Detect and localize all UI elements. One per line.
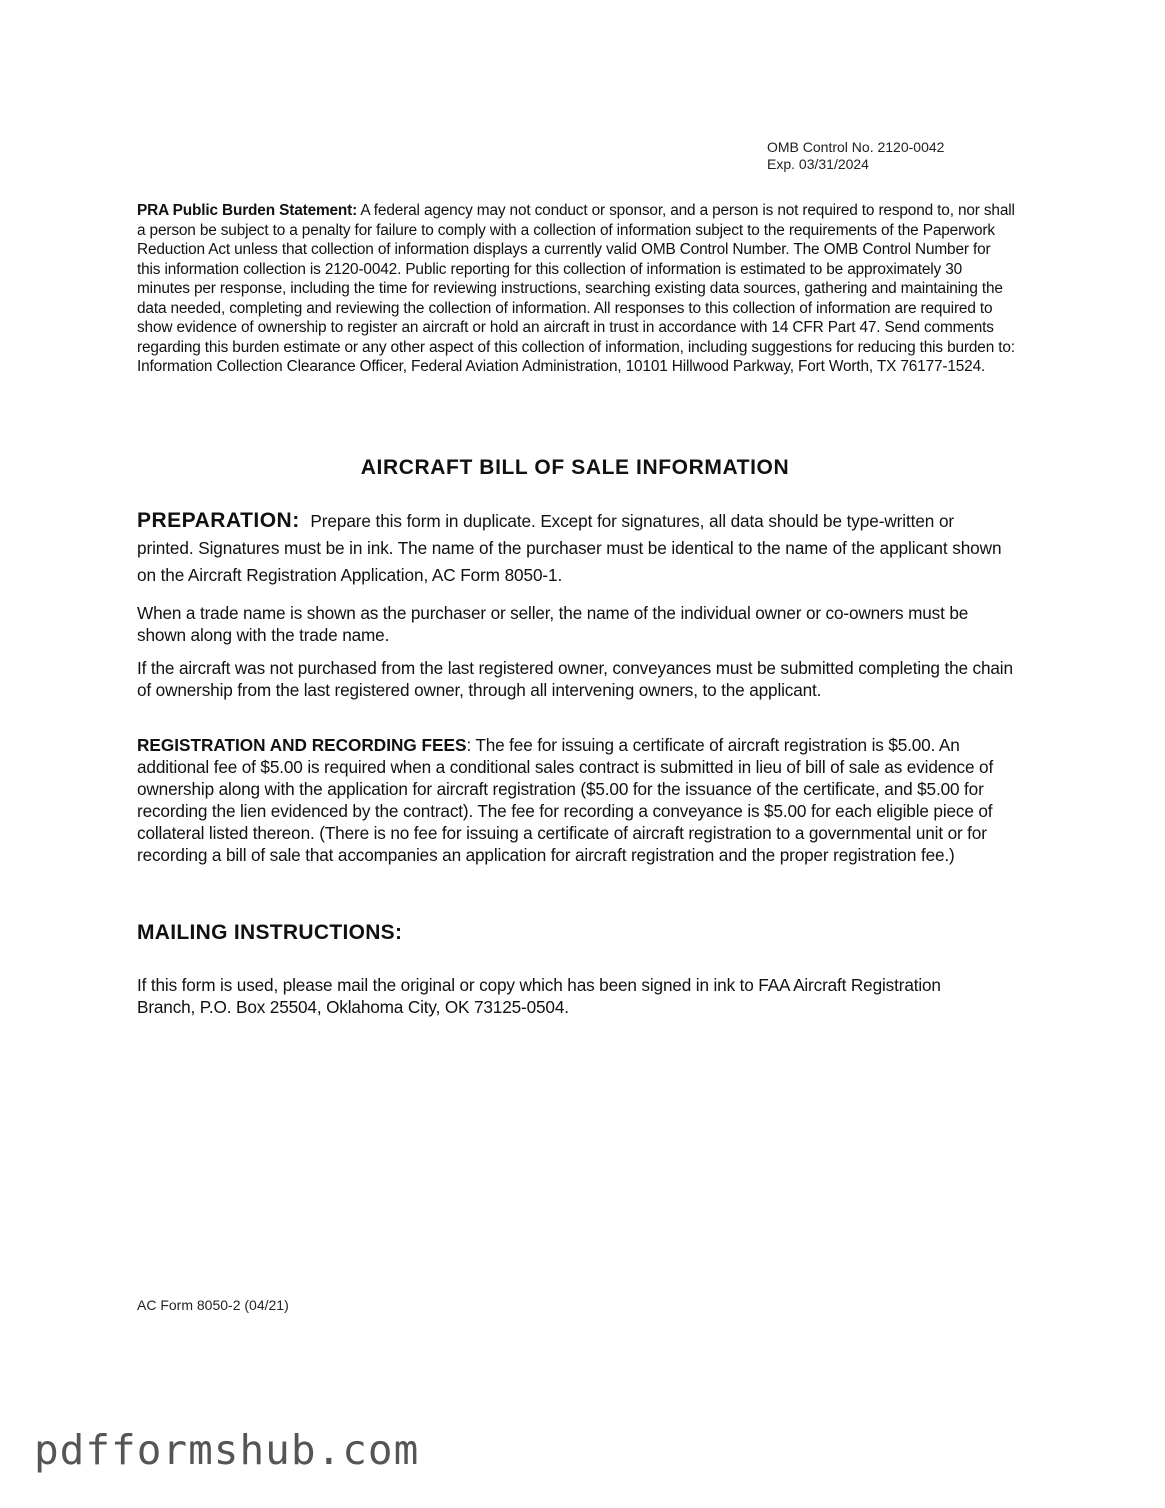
preparation-heading: PREPARATION: xyxy=(137,509,300,532)
mailing-text: If this form is used, please mail the original or copy which has been signed in ink to FAA Aircraft Registration Branch, P.O. Box 25504, Oklahoma City, OK 73125-0504. xyxy=(137,975,941,1017)
burden-label: PRA Public Burden Statement: xyxy=(137,202,358,219)
trade-name-paragraph: When a trade name is shown as the purchaser or seller, the name of the individual owner or co-owners must be shown along with the trade name. xyxy=(137,603,969,645)
preparation-text: Prepare this form in duplicate. Except for signatures, all data should be type-written or printed. Signatures must be in ink. The name of the purchaser must be identical to the name of the applicant shown on the Aircraft Registration Application, AC Form 8050-1. xyxy=(137,511,1002,585)
chain-of-ownership-paragraph: If the aircraft was not purchased from the last registered owner, conveyances must be submitted completing the chain of ownership from the last registered owner, through all intervening owners, to the applicant. xyxy=(137,658,1013,700)
omb-control-block xyxy=(767,139,944,173)
form-number-footer: AC Form 8050-2 (04/21) xyxy=(137,1297,289,1313)
site-watermark: pdfformshub.com xyxy=(34,1426,420,1474)
fees-text: : The fee for issuing a certificate of aircraft registration is $5.00. An additional fee of $5.00 is required when a conditional sales contract is submitted in lieu of bill of sale as evidence of ownership along with the application for aircraft registration ($5.00 for the issuance of the certificate, and $5.00 for recording the lien evidenced by the contract). The fee for recording a conveyance is $5.00 for each eligible piece of collateral listed thereon. (There is no fee for issuing a certificate of aircraft registration to a governmental unit or for recording a bill of sale that accompanies an application for aircraft registration and the proper registration fee.) xyxy=(137,735,994,865)
burden-text: A federal agency may not conduct or sponsor, and a person is not required to respond to, nor shall a person be subject to a penalty for failure to comply with a collection of information subject to the requirements of the Paperwork Reduction Act unless that collection of information displays a currently valid OMB Control Number. The OMB Control Number for this information collection is 2120-0042. Public reporting for this collection of information is estimated to be approximately 30 minutes per response, including the time for reviewing instructions, searching existing data sources, gathering and maintaining the data needed, completing and reviewing the collection of information. All responses to this collection of information are required to show evidence of ownership to register an aircraft or hold an aircraft in trust in accordance with 14 CFR Part 47. Send comments regarding this burden estimate or any other aspect of this collection of information, including suggestions for reducing this burden to: Information Collection Clearance Officer, Federal Aviation Administration, 10101 Hillwood Parkway, Fort Worth, TX 76177-1524. xyxy=(137,202,1015,375)
pra-burden-statement xyxy=(137,201,1017,377)
omb-control-number: OMB Control No. 2120-0042 xyxy=(767,139,945,155)
preparation-section xyxy=(137,507,1007,589)
expiration-date: Exp. 03/31/2024 xyxy=(767,156,869,172)
mailing-heading: MAILING INSTRUCTIONS: xyxy=(137,921,403,944)
fees-heading: REGISTRATION AND RECORDING FEES xyxy=(137,735,467,755)
fees-section xyxy=(137,734,1013,866)
page-title: AIRCRAFT BILL OF SALE INFORMATION xyxy=(360,456,790,479)
